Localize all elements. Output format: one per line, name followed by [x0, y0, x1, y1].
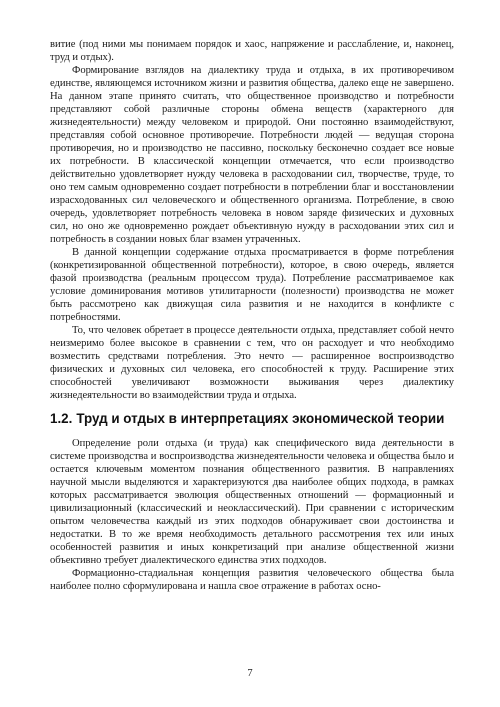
section-heading	[50, 411, 454, 427]
page-number: 7	[247, 668, 253, 679]
paragraph-extended-reproduction: То, что человек обретает в процессе деятельности отдыха, представляет собой нечто неизмеримо более высокое в сравнении с тем, что он расходует и что необходимо возместить средствами потребления. Это нечто — расширенное воспроизводство физических и духовных сил человека, его способностей к труду. Расширение этих способностей увеличивают возможности выживания через диалектику жизнедеятельности во взаимодействии труда и отдыха.	[50, 325, 454, 401]
paragraph-role-of-rest: Определение роли отдыха (и труда) как специфического вида деятельности в системе производства и воспроизводства жизнедеятельности человека и общества было и остается ключевым моментом познания общественного развития. В направлениях научной мысли выделяются и характеризуются два наиболее общих подхода, в рамках которых рассматривается эволюция общественных отношений — формационный и цивилизационный (классический и неоклассический). При сравнении с историческим опытом человечества каждый из этих подходов обнаруживает свои достоинства и недостатки. В то же время необходимость детального рассмотрения тех или иных особенностей развития и иных конкретизаций при анализе общественной жизни объективно требует диалектического единства этих подходов.	[50, 438, 454, 566]
paragraph-continuation: витие (под ними мы понимаем порядок и хаос, напряжение и расслабление, и, наконец, труд и отдых).	[50, 39, 454, 63]
section-number: 1.2.	[50, 411, 73, 426]
paragraph-formation-concept: Формационно-стадиальная концепция развития человеческого общества была наиболее полно сформулирована и нашла свое отражение в работах осно-	[50, 568, 454, 592]
page-body	[50, 38, 454, 593]
section-title: Труд и отдых в интерпретациях экономической теории	[76, 411, 445, 426]
paragraph-dialectics-views: Формирование взглядов на диалектику труда и отдыха, в их противоречивом единстве, являющемся источником жизни и развития общества, далеко еще не завершено. На данном этапе принято считать, что общественное производство и потребности представляют собой различные стороны обмена веществ (характерного для жизнедеятельности) между человеком и природой. Они постоянно взаимодействуют, представляя собой основное противоречие. Потребности людей — ведущая сторона противоречия, но и производство не пассивно, поскольку бесконечно создает все новые их потребности. В классической концепции отмечается, что если производство действительно удовлетворяет нужду человека в расходовании сил, творчестве, труде, то оно тем самым одновременно создает потребности в потреблении благ и восстановлении израсходованных сил человеческого и общественного организма. Потребление, в свою очередь, удовлетворяет потребность человека в новом заряде физических и духовных сил, но оно же одновременно рождает объективную нужду в расходовании этих сил и потребность в создании новых благ взамен утраченных.	[50, 65, 454, 245]
paragraph-rest-as-consumption: В данной концепции содержание отдыха просматривается в форме потребления (конкретизированной общественной потребности), которое, в свою очередь, является фазой производства (реальным процессом труда). Потребление рассматриваемое как условие доминирования мотивов утилитарности (полезности) производства не может быть рассмотрено как движущая сила развития и не находится в конфликте с потребностями.	[50, 247, 454, 323]
